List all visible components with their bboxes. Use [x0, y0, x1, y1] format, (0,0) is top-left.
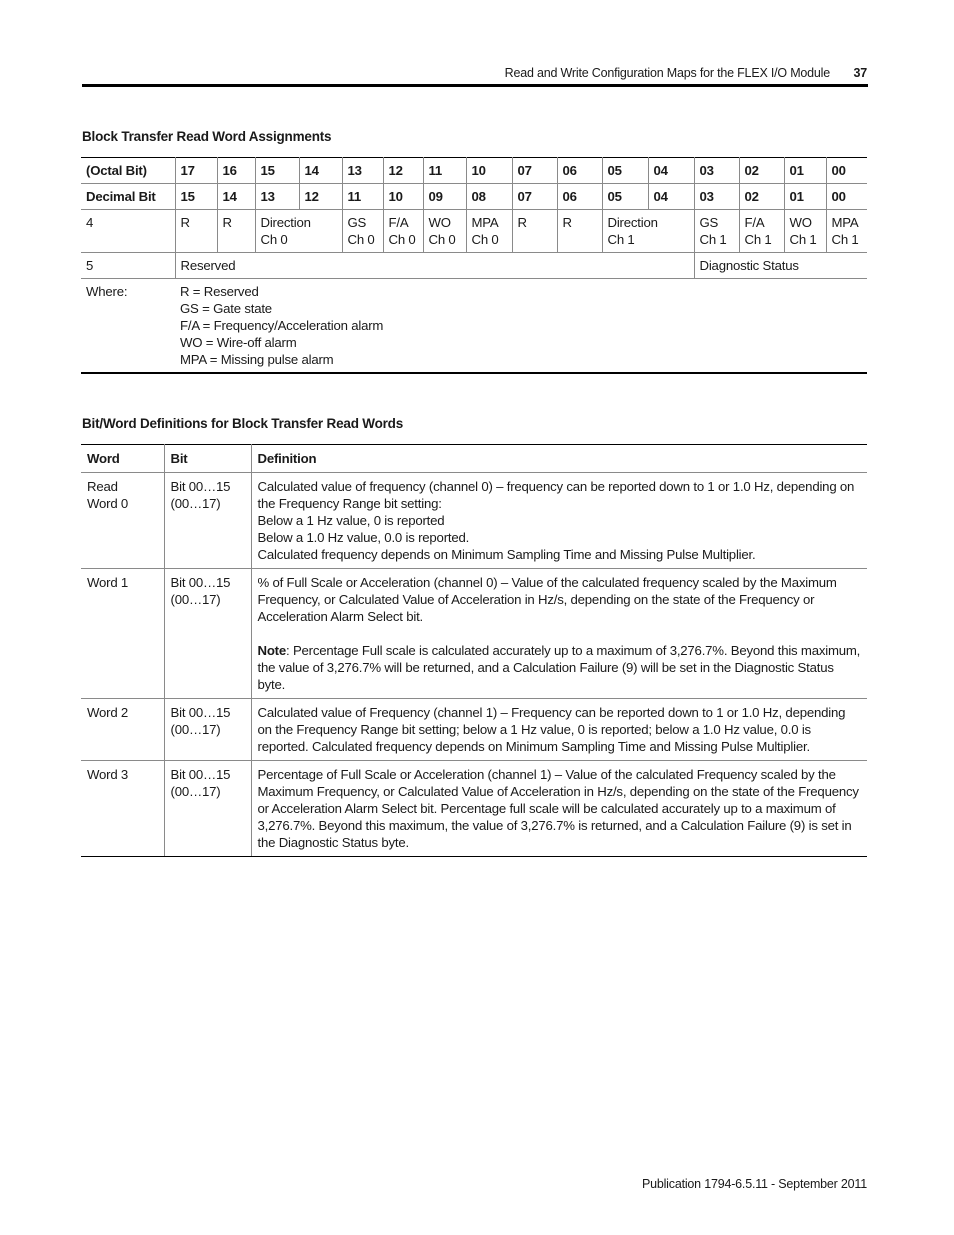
octal-bit-cell: 03	[694, 158, 739, 184]
word-cell: Word 2	[81, 699, 164, 761]
table-row	[81, 761, 867, 857]
legend-line: GS = Gate state	[180, 301, 272, 316]
octal-bit-cell: 13	[342, 158, 383, 184]
legend-line: MPA = Missing pulse alarm	[180, 352, 334, 367]
octal-bit-cell: 05	[602, 158, 648, 184]
decimal-bit-cell: 10	[383, 184, 423, 210]
octal-bit-cell: 14	[299, 158, 342, 184]
decimal-bit-cell: 05	[602, 184, 648, 210]
bit-cell: GS Ch 0	[342, 210, 383, 253]
decimal-bit-cell: 13	[255, 184, 299, 210]
running-title: Read and Write Configuration Maps for the FLEX I/O Module	[504, 66, 830, 80]
decimal-bit-cell: 15	[175, 184, 217, 210]
definition-cell: Calculated value of frequency (channel 0) – frequency can be reported down to 1 or 1.0 Hz, depending on the Frequency Range bit setting: Below a 1 Hz value, 0 is reported Below a 1.0 Hz value, 0.0 is reported. Calculated frequency depends on Minimum Sampling Time and Missing Pulse Multiplier.	[251, 473, 867, 569]
bit-cell: Bit 00…15 (00…17)	[164, 699, 251, 761]
definition-cell: Calculated value of Frequency (channel 1) – Frequency can be reported down to 1 or 1.0 Hz, depending on the Frequency Range bit setting; below a 1 Hz value, 0 is reported; below a 1.0 Hz value, 0.0 is reported. Calculated frequency depends on Minimum Sampling Time and Missing Pulse Multiplier.	[251, 699, 867, 761]
bit-cell: Bit 00…15 (00…17)	[164, 473, 251, 569]
bit-cell: MPA Ch 0	[466, 210, 512, 253]
reserved-cell: Reserved	[175, 253, 694, 279]
where-legend-row	[81, 279, 867, 374]
octal-bit-cell: 11	[423, 158, 466, 184]
word-cell: Word 3	[81, 761, 164, 857]
octal-bit-cell: 04	[648, 158, 694, 184]
note-label: Note	[257, 643, 287, 658]
octal-bit-cell: 17	[175, 158, 217, 184]
where-legend	[175, 279, 867, 374]
bit-cell: R	[217, 210, 255, 253]
note-text: : Percentage Full scale is calculated accurately up to a maximum of 3,276.7%. Beyond this maximum, the value of 3,276.7% will be returned, and a Calculation Failure (9) will be set in the Diagnostic Status byte.	[257, 643, 861, 692]
decimal-bit-cell: 01	[784, 184, 826, 210]
page-number: 37	[853, 66, 867, 80]
bit-cell: Bit 00…15 (00…17)	[164, 569, 251, 699]
column-header-bit: Bit	[164, 445, 251, 473]
table-row	[81, 699, 867, 761]
decimal-bit-cell: 12	[299, 184, 342, 210]
diagnostic-status-cell: Diagnostic Status	[694, 253, 867, 279]
table-row	[81, 473, 867, 569]
table2-caption: Bit/Word Definitions for Block Transfer Read Words	[82, 416, 404, 431]
bit-cell: WO Ch 1	[784, 210, 826, 253]
octal-bit-cell: 06	[557, 158, 602, 184]
octal-bit-cell: 07	[512, 158, 557, 184]
word-cell: Read Word 0	[81, 473, 164, 569]
bit-cell: Direction Ch 1	[602, 210, 694, 253]
column-header-word: Word	[81, 445, 164, 473]
word-cell: Word 1	[81, 569, 164, 699]
decimal-bit-cell: 00	[826, 184, 867, 210]
octal-bit-cell: 02	[739, 158, 784, 184]
bit-cell: WO Ch 0	[423, 210, 466, 253]
octal-bit-cell: 12	[383, 158, 423, 184]
decimal-bit-cell: 09	[423, 184, 466, 210]
column-header-definition: Definition	[251, 445, 867, 473]
decimal-bit-cell: 04	[648, 184, 694, 210]
word-number: 4	[81, 210, 175, 253]
publication-footer: Publication 1794-6.5.11 - September 2011	[641, 1177, 867, 1191]
word-number: 5	[81, 253, 175, 279]
table1-caption: Block Transfer Read Word Assignments	[82, 129, 332, 144]
legend-line: WO = Wire-off alarm	[180, 335, 297, 350]
decimal-bit-cell: 08	[466, 184, 512, 210]
bit-cell: R	[557, 210, 602, 253]
bit-cell: R	[175, 210, 217, 253]
decimal-bit-cell: 07	[512, 184, 557, 210]
octal-bit-cell: 15	[255, 158, 299, 184]
legend-line: F/A = Frequency/Acceleration alarm	[180, 318, 384, 333]
page-header	[82, 64, 868, 87]
decimal-bit-cell: 02	[739, 184, 784, 210]
legend-line: R = Reserved	[180, 284, 259, 299]
table-row	[81, 569, 867, 699]
bit-cell: MPA Ch 1	[826, 210, 867, 253]
bit-word-definitions-table	[81, 444, 867, 857]
bit-cell: R	[512, 210, 557, 253]
octal-bit-label: (Octal Bit)	[81, 158, 175, 184]
word-5-row	[81, 253, 867, 279]
octal-bit-row	[81, 158, 867, 184]
bit-cell: Bit 00…15 (00…17)	[164, 761, 251, 857]
decimal-bit-label: Decimal Bit	[81, 184, 175, 210]
definitions-header-row	[81, 445, 867, 473]
bit-cell: F/A Ch 1	[739, 210, 784, 253]
bit-cell: GS Ch 1	[694, 210, 739, 253]
definition-cell: % of Full Scale or Acceleration (channel 0) – Value of the calculated frequency scaled by the Maximum Frequency, or Calculated Value of Acceleration in Hz/s, depending on the state of the Frequency or Acceleration Alarm Select bit. Note: Percentage Full scale is calculated accurately up to a maximum of 3,276.7%. Beyond this maximum, the value of 3,276.7% will be returned, and a Calculation Failure (9) will be set in the Diagnostic Status byte.	[251, 569, 867, 699]
decimal-bit-cell: 14	[217, 184, 255, 210]
bit-cell: F/A Ch 0	[383, 210, 423, 253]
block-transfer-read-table	[81, 157, 867, 374]
octal-bit-cell: 00	[826, 158, 867, 184]
decimal-bit-cell: 03	[694, 184, 739, 210]
decimal-bit-row	[81, 184, 867, 210]
octal-bit-cell: 01	[784, 158, 826, 184]
bit-cell: Direction Ch 0	[255, 210, 342, 253]
where-label: Where:	[81, 279, 175, 374]
definition-cell: Percentage of Full Scale or Acceleration (channel 1) – Value of the calculated Frequency scaled by the Maximum Frequency, or Calculated Value of Acceleration in Hz/s, depending on the state of the Frequency or Acceleration Alarm Select bit. Percentage full scale will be calculated accurately up to a maximum of 3,276.7%. Beyond this maximum, the value of 3,276.7% is returned, and a Calculation Failure (9) is set in the Diagnostic Status byte.	[251, 761, 867, 857]
octal-bit-cell: 16	[217, 158, 255, 184]
word-4-row	[81, 210, 867, 253]
decimal-bit-cell: 11	[342, 184, 383, 210]
decimal-bit-cell: 06	[557, 184, 602, 210]
octal-bit-cell: 10	[466, 158, 512, 184]
